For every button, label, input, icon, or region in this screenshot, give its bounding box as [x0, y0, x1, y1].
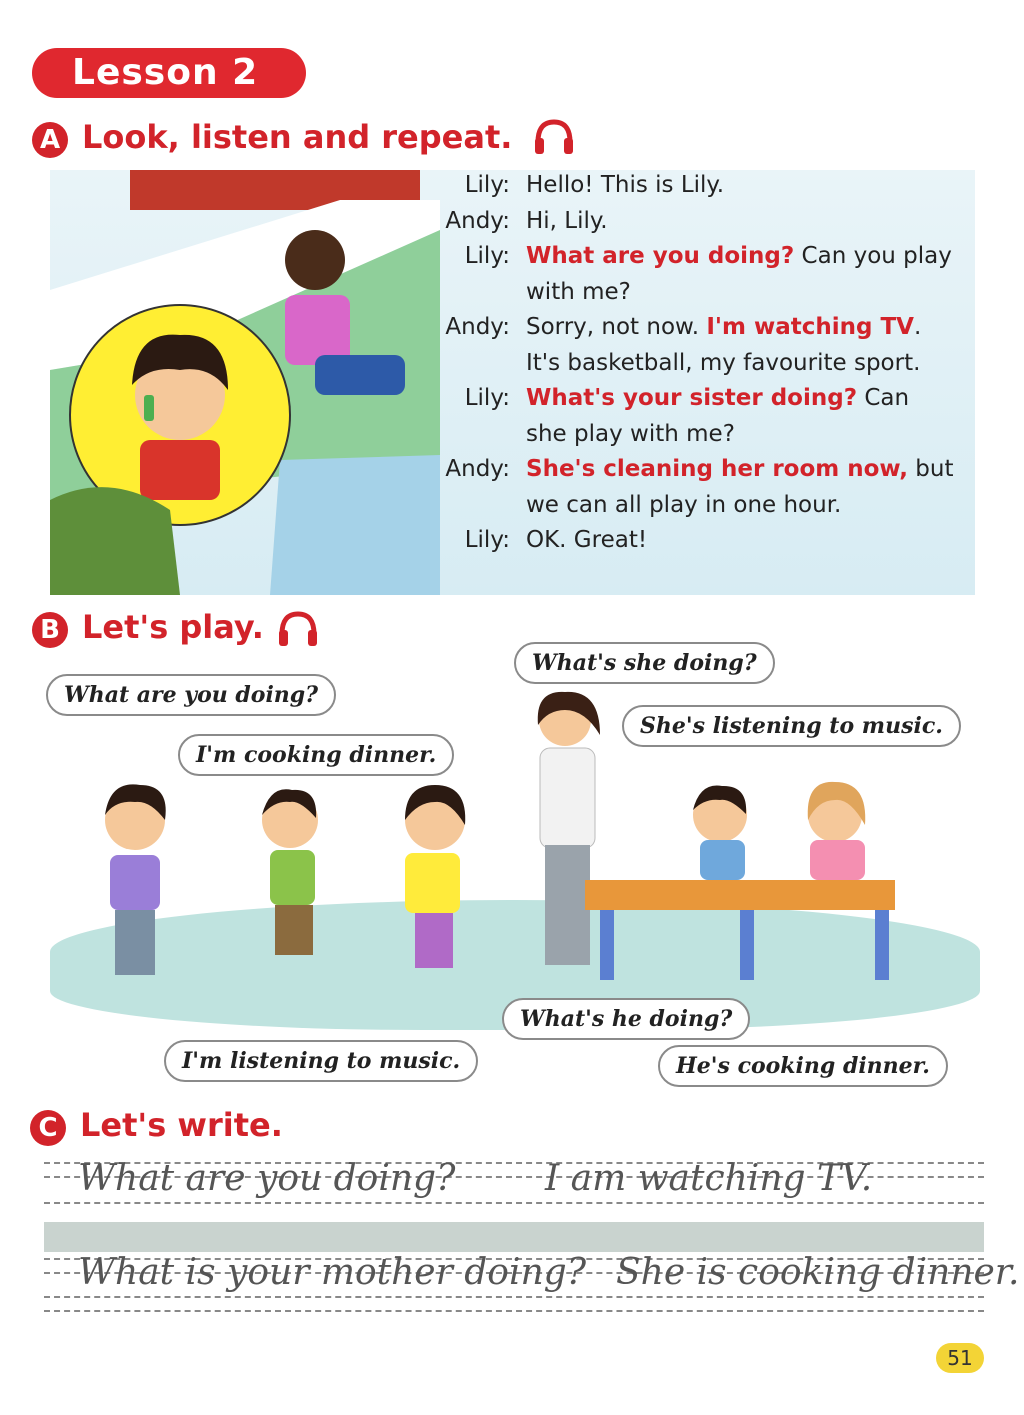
dialogue-phrase: Can	[857, 385, 910, 411]
writing-rule	[44, 1202, 984, 1204]
speaker-name	[428, 488, 526, 524]
highlighted-phrase: I'm watching TV	[706, 314, 914, 340]
phone-call-illustration	[50, 170, 440, 595]
dialogue-line-text	[526, 417, 998, 453]
dialogue-phrase: with me?	[526, 278, 631, 305]
dialogue-phrase: but	[907, 456, 954, 482]
bubble-hes-cooking: He's cooking dinner.	[658, 1045, 948, 1087]
dialogue-line	[428, 239, 998, 275]
bubble-what-are-you-doing: What are you doing?	[46, 674, 336, 716]
section-a-badge: A	[32, 122, 68, 158]
bubble-whats-he-doing: What's he doing?	[502, 998, 750, 1040]
bubble-whats-she-doing: What's she doing?	[514, 642, 775, 684]
highlighted-phrase: She's cleaning her room now,	[526, 456, 908, 482]
dialogue-phrase: Can you play	[794, 243, 952, 269]
speaker-name	[428, 346, 526, 382]
page-number: 51	[936, 1343, 984, 1373]
dialogue-line	[428, 523, 998, 559]
dialogue-line-text	[526, 239, 998, 275]
section-c-heading: Let's write.	[80, 1106, 283, 1144]
speaker-name: Lily:	[464, 527, 510, 553]
dialogue-text	[428, 168, 998, 559]
handwriting-line2-answer: She is cooking dinner.	[616, 1252, 1020, 1293]
handwriting-line2-question: What is your mother doing?	[78, 1252, 587, 1293]
section-b-badge: B	[32, 612, 68, 648]
speaker-name: Lily:	[464, 385, 510, 411]
bubble-shes-listening: She's listening to music.	[622, 705, 961, 747]
dialogue-line	[428, 275, 998, 311]
dialogue-line	[428, 452, 998, 488]
speaker-name: Lily:	[464, 172, 510, 198]
dialogue-phrase: Sorry, not now.	[526, 314, 707, 340]
highlighted-phrase: What's your sister doing?	[526, 385, 858, 411]
dialogue-line-text	[526, 168, 998, 204]
dialogue-line	[428, 417, 998, 453]
dialogue-line-text	[526, 204, 998, 240]
dialogue-phrase: Hi, Lily.	[526, 207, 608, 234]
lesson-title: Lesson 2	[72, 52, 259, 93]
speaker-name: Andy:	[445, 456, 510, 482]
speaker-name: Andy:	[445, 207, 510, 234]
dialogue-line-text	[526, 452, 998, 488]
dialogue-phrase: It's basketball, my favourite sport.	[526, 349, 921, 376]
dialogue-line-text	[526, 488, 998, 524]
bubble-im-cooking-dinner: I'm cooking dinner.	[178, 734, 454, 776]
dialogue-phrase: she play with me?	[526, 420, 735, 447]
dialogue-line	[428, 488, 998, 524]
writing-band	[44, 1222, 984, 1252]
section-b-heading: Let's play.	[82, 608, 264, 646]
speaker-name: Andy:	[445, 314, 510, 340]
dialogue-line-text	[526, 275, 998, 311]
speaker-name	[428, 417, 526, 453]
speaker-name	[428, 275, 526, 311]
handwriting-line1-question: What are you doing?	[78, 1158, 456, 1199]
headphones-icon[interactable]	[276, 608, 320, 648]
dialogue-line-text	[526, 310, 998, 346]
speaker-name: Lily:	[464, 243, 510, 269]
writing-rule	[44, 1310, 984, 1312]
dialogue-line	[428, 204, 998, 240]
dialogue-line	[428, 381, 998, 417]
section-c-badge: C	[30, 1110, 66, 1146]
headphones-icon[interactable]	[532, 116, 576, 156]
dialogue-line-text	[526, 523, 998, 559]
writing-rule	[44, 1296, 984, 1298]
dialogue-phrase: OK. Great!	[526, 527, 648, 553]
dialogue-line	[428, 168, 998, 204]
dialogue-line-text	[526, 346, 998, 382]
dialogue-line	[428, 346, 998, 382]
section-a-heading: Look, listen and repeat.	[82, 118, 513, 156]
dialogue-phrase: we can all play in one hour.	[526, 491, 842, 518]
dialogue-line	[428, 310, 998, 346]
dialogue-phrase: .	[913, 314, 922, 340]
handwriting-line1-answer: I am watching TV.	[545, 1158, 873, 1199]
dialogue-phrase: Hello! This is Lily.	[526, 172, 725, 198]
bubble-im-listening: I'm listening to music.	[164, 1040, 478, 1082]
dialogue-line-text	[526, 381, 998, 417]
highlighted-phrase: What are you doing?	[526, 243, 795, 269]
